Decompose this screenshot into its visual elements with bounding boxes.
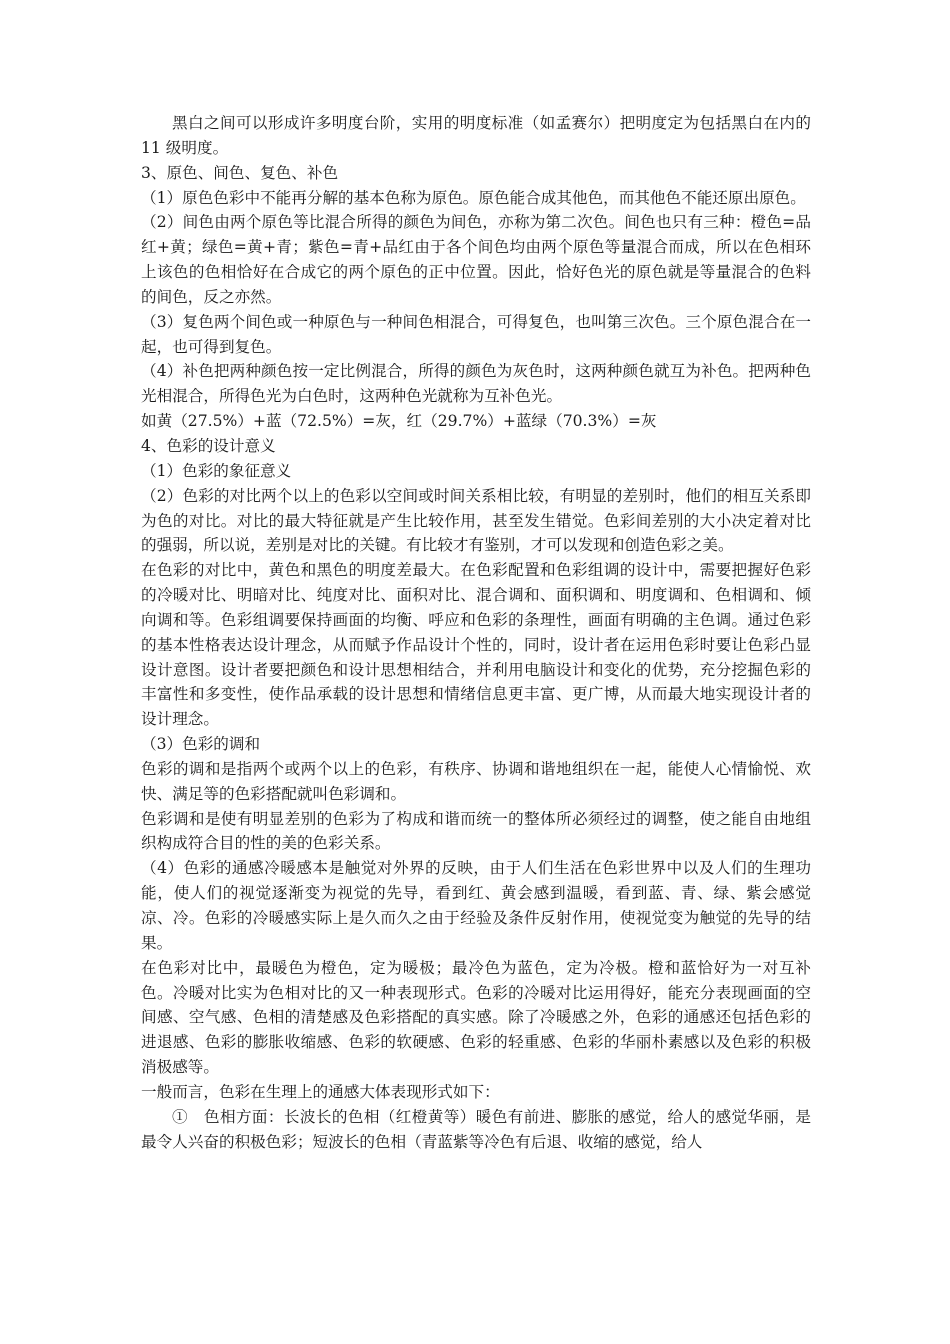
subheading-harmony: （3）色彩的调和 (141, 735, 261, 754)
paragraph-secondary-color: （2）间色由两个原色等比混合所得的颜色为间色，亦称为第二次色。间色也只有三种：橙色=品红+黄；绿色=黄+青；紫色=青+品红由于各个间色均由两个原色等量混合而成，所以在色相环上该色的色相恰好在合成它的两个原色的正中位置。因此，恰好色光的原色就是等量混合的色料的间色，反之亦然。 (141, 213, 811, 306)
paragraph-gray-example: 如黄（27.5%）+蓝（72.5%）=灰，红（29.7%）+蓝绿（70.3%）=灰 (141, 412, 657, 431)
paragraph-warm-cold-contrast: 在色彩对比中，最暖色为橙色，定为暖极；最冷色为蓝色，定为冷极。橙和蓝恰好为一对互补色。冷暖对比实为色相对比的又一种表现形式。色彩的冷暖对比运用得好，能充分表现画面的空间感、空气感、色相的清楚感及色彩搭配的真实感。除了冷暖感之外，色彩的通感还包括色彩的进退感、色彩的膨胀收缩感、色彩的软硬感、色彩的轻重感、色彩的华丽朴素感以及色彩的积极消极感等。 (141, 958, 811, 1077)
subheading-symbolism: （1）色彩的象征意义 (141, 461, 292, 480)
paragraph-contrast-design: 在色彩的对比中，黄色和黑色的明度差最大。在色彩配置和色彩组调的设计中，需要把握好色彩的冷暖对比、明暗对比、纯度对比、面积对比、混合调和、面积调和、明度调和、色相调和、倾向调和等。色彩组调要保持画面的均衡、呼应和色彩的条理性，画面有明确的主色调。通过色彩的基本性格表达设计理念，从而赋予作品设计个性的，同时，设计者在运用色彩时要让色彩凸显设计意图。设计者要把颜色和设计思想相结合，并利用电脑设计和变化的优势，充分挖掘色彩的丰富性和多变性，使作品承载的设计思想和情绪信息更丰富、更广博，从而最大地实现设计者的设计理念。 (141, 561, 811, 729)
paragraph-harmony-definition: 色彩的调和是指两个或两个以上的色彩，有秩序、协调和谐地组织在一起，能使人心情愉悦、欢快、满足等的色彩搭配就叫色彩调和。 (141, 759, 811, 803)
section-heading-3: 3、原色、间色、复色、补色 (141, 163, 339, 182)
paragraph-brightness-levels: 黑白之间可以形成许多明度台阶，实用的明度标准（如孟赛尔）把明度定为包括黑白在内的 11 级明度。 (141, 114, 811, 157)
paragraph-harmony-adjustment: 色彩调和是使有明显差别的色彩为了构成和谐而统一的整体所必须经过的调整，使之能自由地组织构成符合目的性的美的色彩关系。 (141, 809, 811, 853)
paragraph-complementary-color: （4）补色把两种颜色按一定比例混合，所得的颜色为灰色时，这两种颜色就互为补色。把两种色光相混合，所得色光为白色时，这两种色光就称为互补色光。 (141, 362, 811, 406)
paragraph-primary-color: （1）原色色彩中不能再分解的基本色称为原色。原色能合成其他色，而其他色不能还原出原色。 (141, 188, 806, 207)
document-body (141, 111, 811, 1154)
paragraph-physiology-intro: 一般而言，色彩在生理上的通感大体表现形式如下： (141, 1082, 500, 1101)
paragraph-contrast: （2）色彩的对比两个以上的色彩以空间或时间关系相比较，有明显的差别时，他们的相互关系即为色的对比。对比的最大特征就是产生比较作用，甚至发生错觉。色彩间差别的大小决定着对比的强弱，所以说，差别是对比的关键。有比较才有鉴别，才可以发现和创造色彩之美。 (141, 486, 811, 555)
section-heading-4: 4、色彩的设计意义 (141, 436, 276, 455)
list-item-hue: ① 色相方面：长波长的色相（红橙黄等）暖色有前进、膨胀的感觉，给人的感觉华丽，是最令人兴奋的积极色彩；短波长的色相（青蓝紫等冷色有后退、收缩的感觉，给人 (141, 1107, 811, 1151)
paragraph-synesthesia: （4）色彩的通感冷暖感本是触觉对外界的反映，由于人们生活在色彩世界中以及人们的生理功能，使人们的视觉逐渐变为视觉的先导，看到红、黄会感到温暖，看到蓝、青、绿、紫会感觉凉、冷。色彩的冷暖感实际上是久而久之由于经验及条件反射作用，使视觉变为触觉的先导的结果。 (141, 859, 811, 952)
paragraph-tertiary-color: （3）复色两个间色或一种原色与一种间色相混合，可得复色，也叫第三次色。三个原色混合在一起，也可得到复色。 (141, 312, 811, 356)
